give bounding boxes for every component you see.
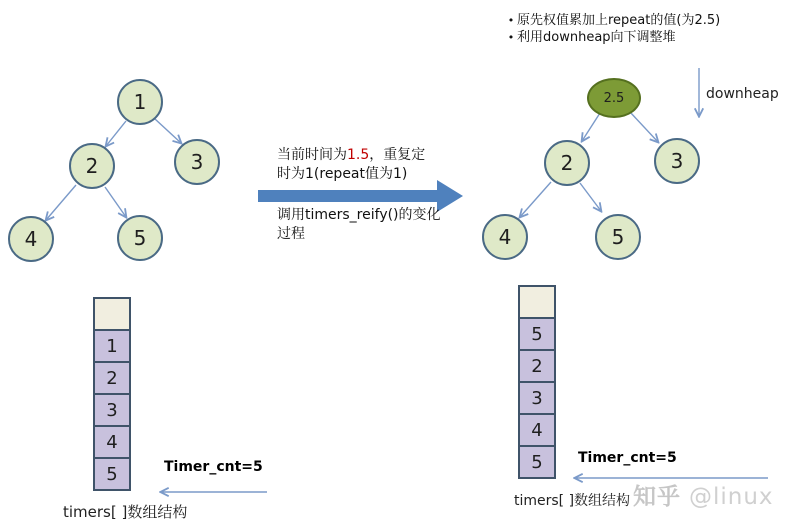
timer-cnt-label-left: Timer_cnt=5 — [164, 459, 263, 475]
array-cell-empty — [93, 297, 131, 331]
array-structure-label-right: timers[ ]数组结构 — [514, 493, 631, 509]
edge-right-root-2 — [582, 113, 600, 141]
annotation-bullets — [505, 12, 783, 46]
edge-right-2-5 — [580, 183, 601, 211]
downheap-label: downheap — [706, 86, 779, 102]
bullet-icon: • — [507, 31, 515, 44]
array-cell: 2 — [93, 361, 131, 395]
array-cell: 5 — [518, 445, 556, 479]
right-tree-node: 5 — [595, 214, 641, 260]
timer-cnt-label-right: Timer_cnt=5 — [578, 450, 677, 466]
edge-right-root-3 — [630, 112, 658, 142]
zhihu-watermark — [633, 478, 774, 511]
array-structure-label-left: timers[ ]数组结构 — [63, 503, 188, 521]
right-tree-node: 2 — [544, 140, 590, 186]
watermark-handle: @linux — [689, 484, 774, 510]
bullet-text: 原先权值累加上repeat的值(为2.5) — [517, 13, 721, 28]
bullet-icon: • — [507, 14, 515, 27]
condition-text-after: ，重复定 — [369, 147, 426, 163]
left-timers-array — [93, 297, 131, 491]
transition-caption — [277, 206, 467, 244]
bullet-item — [505, 12, 783, 29]
bullet-text: 利用downheap向下调整堆 — [517, 30, 676, 45]
bullet-item — [505, 29, 783, 46]
transition-condition-text — [277, 146, 467, 184]
array-cell: 3 — [93, 393, 131, 427]
caption-line1: 调用timers_reify()的变化 — [277, 207, 441, 223]
edge-right-2-4 — [520, 182, 551, 217]
left-tree-node: 5 — [117, 215, 163, 261]
array-cell: 4 — [93, 425, 131, 459]
right-tree-node: 3 — [654, 138, 700, 184]
zhihu-logo-text: 知乎 — [633, 484, 681, 510]
edge-left-1-3 — [155, 119, 181, 143]
array-cell: 1 — [93, 329, 131, 363]
array-cell: 5 — [518, 317, 556, 351]
array-cell: 4 — [518, 413, 556, 447]
condition-text-line2: 时为1(repeat值为1) — [277, 166, 408, 182]
right-tree-node: 4 — [482, 214, 528, 260]
condition-current-time: 1.5 — [347, 147, 370, 163]
caption-line2: 过程 — [277, 226, 305, 242]
array-cell: 5 — [93, 457, 131, 491]
left-tree-node: 4 — [8, 216, 54, 262]
left-tree-node: 3 — [174, 139, 220, 185]
left-tree-node-root: 1 — [117, 79, 163, 125]
condition-text-before: 当前时间为 — [277, 147, 347, 163]
array-cell-empty — [518, 285, 556, 319]
array-cell: 3 — [518, 381, 556, 415]
right-timers-array — [518, 285, 556, 479]
right-tree-node-root-highlighted: 2.5 — [587, 78, 641, 118]
array-cell: 2 — [518, 349, 556, 383]
edge-left-1-2 — [106, 121, 126, 146]
edge-left-2-4 — [46, 185, 76, 220]
left-tree-node: 2 — [69, 143, 115, 189]
edge-left-2-5 — [105, 187, 126, 217]
